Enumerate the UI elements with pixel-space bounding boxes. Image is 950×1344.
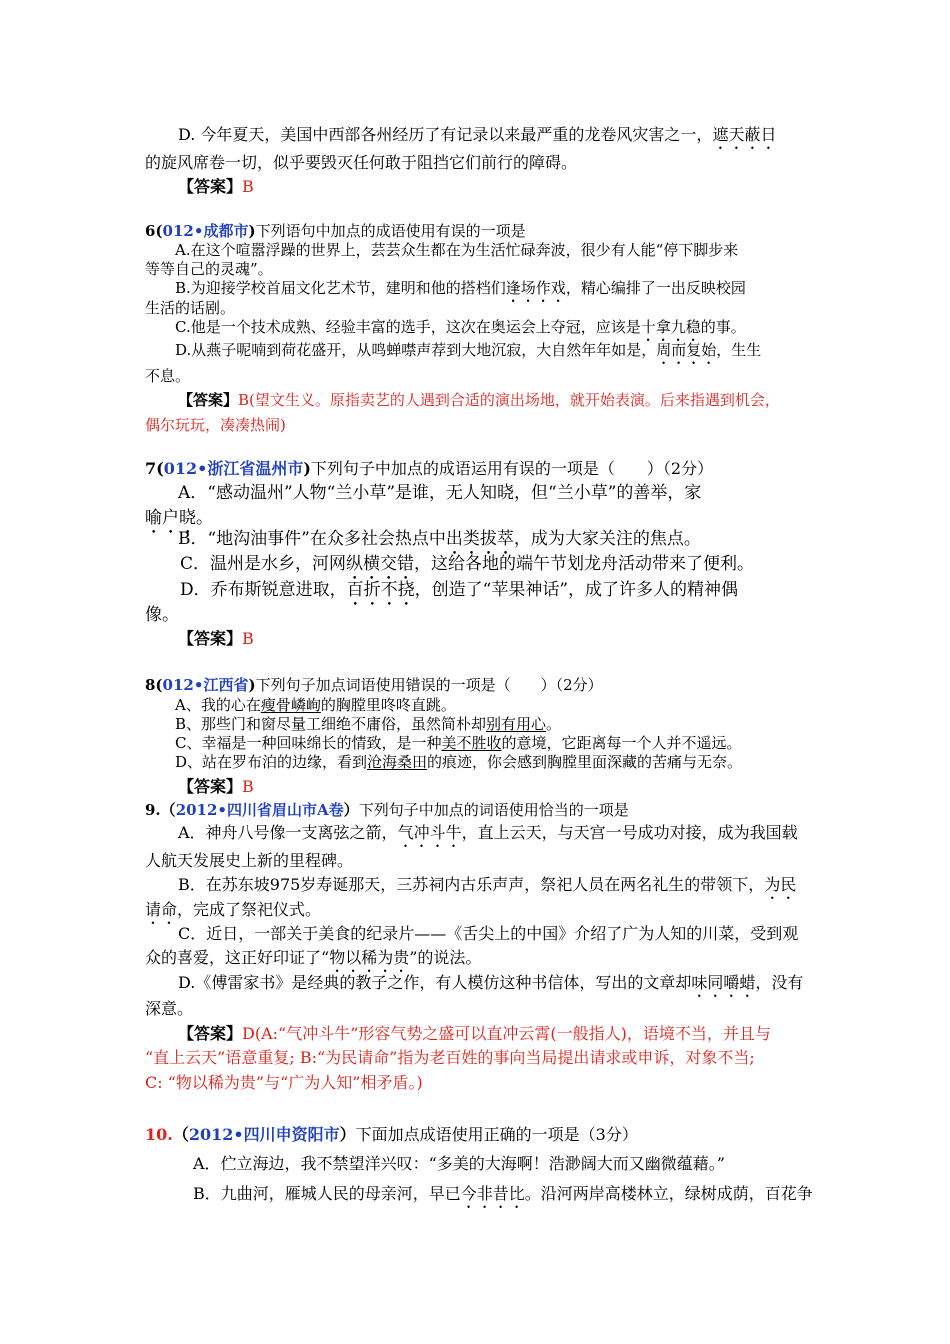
option-text: ，没有 [755,973,804,992]
q8-option-d [175,752,742,773]
q5-option-d-idiom: 遮天蔽日 [712,125,777,144]
q10-option-a [193,1153,725,1175]
q5-option-d-cont: 的旋风席卷一切，似乎要毁灭任何敢于阻挡它们前行的障碍。 [145,153,578,172]
option-term: 美不胜收 [441,734,502,752]
option-text: A、我的心在 [175,696,261,714]
question-paren: ) [303,459,311,478]
option-text: 。 [196,508,213,528]
answer-value: D(A:“气冲斗牛”形容气势之盛可以直冲云霄(一般指人)，语境不当，并且与 [242,1024,771,1043]
option-text: 的胸膛里咚咚直跳。 [320,696,456,714]
q7-option-d-cont: 像。 [145,605,179,625]
question-number: 6( [145,222,163,240]
option-text: ，这给各地的端午节划龙舟活动带来了便利。 [414,554,755,574]
q6-option-a: A.在这个喧嚣浮躁的世界上，芸芸众生都在为生活忙碌奔波，很少有人能“停下脚步来 [175,241,739,259]
option-text: C．温州是水乡，河网 [180,554,347,574]
question-stem: 下面加点成语使用正确的一项是（3分） [355,1125,638,1144]
answer-value: B(望文生义。原指卖艺的人遇到合适的演出场地，就开始表演。后来指遇到机会， [238,391,780,409]
q9-option-c: C．近日，一部关于美食的纪录片——《舌尖上的中国》介绍了广为人知的川菜，受到观 [178,924,799,943]
q6-option-b-cont: 生活的话剧。 [145,299,236,317]
option-text: ，精心编排了一出反映校园 [565,279,746,297]
option-text: ，完成了祭祀仪式。 [177,900,322,919]
option-text: D.从燕子呢喃到荷花盛开，从鸣蝉噤声荐到大地沉寂，大自然年年如是， [175,341,657,359]
q6-answer-cont: 偶尔玩玩，凑凑热闹) [145,416,286,434]
answer-label: 【答案】 [178,777,243,796]
question-stem: 下列语句中加点的成语使用有误的一项是 [255,222,526,240]
q7-stem [145,458,713,480]
question-paren: ) [248,676,256,694]
question-source: 2012•四川申资阳市 [188,1125,340,1144]
question-source: 012•浙江省温州市 [163,459,304,478]
option-text: A．伫立海边，我不禁 [193,1154,349,1173]
question-paren: ） [343,801,359,819]
option-text: C、幸福是一种回味绵长的情致，是一种 [175,734,442,752]
option-text: 。 [546,715,562,733]
option-term: 瘦骨嶙峋 [260,696,321,714]
q9-answer-cont: “直上云天”语意重复; B:“为民请命”指为老百姓的事向当局提出请求或申诉，对象不当; [145,1048,755,1067]
option-text: B.为迎接学校首届文化艺术节，建明和他的搭档们 [175,279,506,297]
question-stem: 下列句子加点词语使用错误的一项是（ ）（2分） [255,676,603,694]
q10-stem [145,1124,638,1146]
option-text: 的意境，它距离每一个人并不遥远。 [501,734,742,752]
option-text: C.他是一个技术成熟、经验丰富的选手，这次在奥运会上夺冠，应该是 [175,318,641,336]
q6-answer [178,390,780,411]
option-idiom: 出类拔萃 [445,529,514,549]
question-number: 10. [145,1125,173,1144]
option-text: ，成为大家关注的焦点。 [513,529,701,549]
q8-option-b [175,714,561,735]
option-text: ，生生 [716,341,762,359]
q7-option-d [180,578,738,610]
q10-option-b [193,1183,813,1212]
option-text: A．神舟八号像一支离弦之箭， [178,823,398,842]
q9-stem [145,800,629,821]
option-text: ：“多美的大海啊！浩渺阔大而又幽微蕴藉。” [412,1154,725,1173]
option-idiom: 物以稀为贵 [329,948,410,967]
answer-value: B [242,777,254,796]
q5-option-d [178,124,776,153]
option-text: B．“地沟油事件”在众多社会热点中 [178,529,446,549]
q5-answer [178,176,254,198]
option-text: 的痕迹，你会感到胸膛里面深藏的苦痛与无奈。 [427,753,743,771]
option-idiom: 望洋兴叹 [348,1154,413,1173]
question-stem: 下列句子中加点的词语使用恰当的一项是 [358,801,629,819]
option-idiom: 喻户晓 [145,508,196,528]
answer-label: 【答案】 [178,629,243,648]
q6-option-d-cont: 不息。 [145,367,191,385]
q6-stem [145,221,526,242]
option-idiom: 百折不挠 [346,580,415,600]
option-idiom: 味同嚼蜡 [691,973,756,992]
option-idiom: 逢场作戏 [505,279,566,297]
option-text: 众的喜爱，这正好印证了“ [145,948,330,967]
question-paren: ) [248,222,256,240]
option-text: ”的说法。 [409,948,482,967]
question-source: 012•江西省 [162,676,249,694]
option-text: ，创造了“苹果神话”，成了许多人的精神偶 [414,580,739,600]
option-text: B．在苏东坡975岁寿诞那天，三苏祠内古乐声声，祭祀人员在两名礼生的带领下， [178,875,765,894]
option-text: D．乔布斯锐意进取， [180,580,347,600]
q8-stem [145,675,603,696]
q8-answer [178,776,254,798]
answer-label: 【答案】 [178,177,243,196]
q6-option-b [175,278,746,306]
q9-option-a [178,822,798,851]
option-term: 别有用心 [486,715,547,733]
answer-label: 【答案】 [178,391,239,409]
q7-option-a: A．“感动温州”人物“兰小草”是谁，无人知晓，但“兰小草”的善举，家 [178,483,702,503]
question-paren: （ [160,801,176,819]
question-number: 9. [145,801,161,819]
q7-answer [178,628,254,650]
option-text: 。沿河两岸高楼林立，绿树成荫，百花争 [524,1184,813,1203]
option-term: 沧海桑田 [367,753,428,771]
option-idiom: 为民 [764,875,797,894]
option-text: D.《傅雷家书》是经典的教子之作，有人模仿这种书信体，写出的文章却 [178,973,692,992]
question-number: 8( [145,676,163,694]
q9-option-d-cont: 深意。 [145,999,194,1018]
option-idiom: 周而复始 [656,341,717,359]
q8-option-c [175,733,742,754]
option-idiom: 气冲斗牛 [397,823,462,842]
option-text: D、站在罗布泊的边缘，看到 [175,753,368,771]
q6-option-a-cont: 等等自己的灵魂”。 [145,260,273,278]
option-idiom: 十拿九稳 [640,318,701,336]
question-paren: （ [172,1125,189,1144]
option-idiom: 纵横交错 [346,554,415,574]
q6-option-d [175,340,761,368]
q9-option-a-cont: 人航天发展史上新的里程碑。 [145,851,354,870]
q9-answer [178,1023,771,1045]
q5-option-d-text: D. 今年夏天，美国中西部各州经历了有记录以来最严重的龙卷风灾害之一， [178,125,713,144]
answer-value: B [242,629,254,648]
option-idiom: 今非昔比 [460,1184,525,1203]
option-idiom: 请命 [145,900,178,919]
answer-label: 【答案】 [178,1024,243,1043]
option-text: ，直上云天，与天宫一号成功对接，成为我国载 [461,823,798,842]
question-paren: ） [339,1125,356,1144]
question-stem: 下列句子中加点的成语运用有误的一项是（ ）（2分） [310,459,714,478]
answer-value: B [242,177,254,196]
option-text: B．九曲河，雁城人民的母亲河，早已 [193,1184,461,1203]
option-text: 的事。 [700,318,746,336]
question-source: 2012•四川省眉山市A卷 [175,801,344,819]
q9-answer-cont: C: “物以稀为贵”与“广为人知”相矛盾。) [145,1073,423,1092]
option-text: B、那些门和窗尽量工细绝不庸俗，虽然简朴却 [175,715,487,733]
q8-option-a [175,695,456,716]
question-source: 012•成都市 [162,222,249,240]
question-number: 7( [145,459,164,478]
q9-option-d [178,972,803,1001]
